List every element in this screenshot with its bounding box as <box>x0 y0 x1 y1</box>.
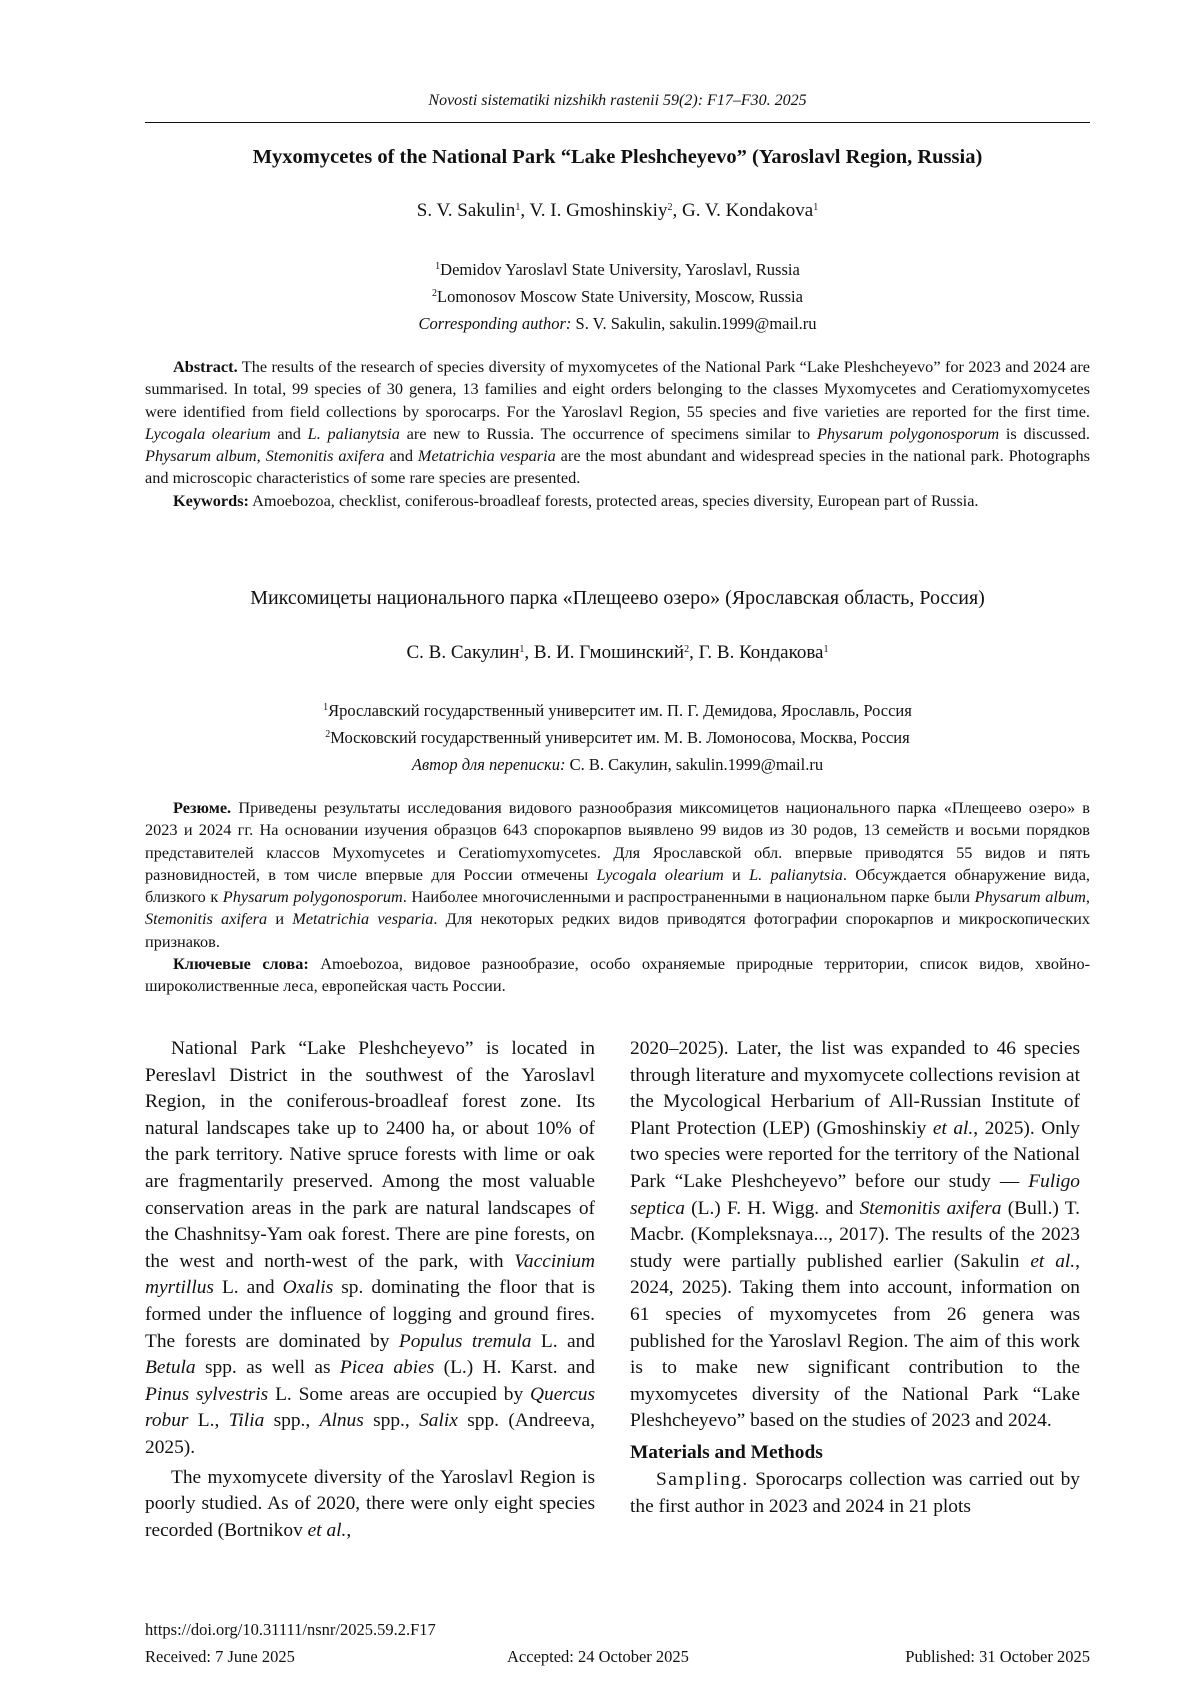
authors-en: S. V. Sakulin$^1$, V. I. Gmoshinskiy$^2$, G. V. Kondakova$^1$ <box>416 200 819 221</box>
abstract-en: Abstract. The results of the research of species diversity of myxomycetes of the National Park “Lake Pleshcheyevo” for 2023 and 2024 are summarised. In total, 99 species of 30 genera, 13 families and eight orders belonging to the classes Myxomycetes and Ceratiomyxomycetes were identified from field collections by sporocarps. For the Yaroslavl Region, 55 species and five varieties are reported for the first time. Lycogala olearium and L. palianytsia are new to Russia. The occurrence of specimens similar to Physarum polygonosporum is discussed. Physarum album, Stemonitis axifera and Metatrichia vesparia are the most abundant and widespread species in the national park. Photographs and microscopic characteristics of some rare species are presented. Keywords: Amoebozoa, checklist, coniferous-broadleaf forests, protected areas, species diversity, European part of Russia. <box>145 356 1090 512</box>
abstract-ru: Резюме. Приведены результаты исследования видового разнообразия миксомицетов национального парка «Плещеево озеро» в 2023 и 2024 гг. На основании изучения образцов 643 спорокарпов выявлено 99 видов из 30 родов, 13 семейств и восьми порядков представителей классов Myxomycetes и Ceratiomyxomycetes. Для Ярославской обл. впервые приводятся 55 видов и пять разновидностей, в том числе впервые для России отмечены Lycogala olearium и L. palianytsia. Обсуждается обнаружение вида, близкого к Physarum polygonosporum. Наиболее многочисленными и распространенными в национальном парке были Physarum album, Stemonitis axifera и Metatrichia vesparia. Для некоторых редких видов приводятся фотографии спорокарпов и микроскопических признаков. Ключевые слова: Amoebozoa, видовое разнообразие, особо охраняемые природные территории, список видов, хвойно-широколиственные леса, европейская часть России. <box>145 797 1090 998</box>
author-affiliation-mark: 1 <box>519 644 525 655</box>
received-date: Received: 7 June 2025 <box>145 1647 295 1666</box>
author-name: В. И. Гмошинский <box>533 642 685 663</box>
doi-link[interactable]: https://doi.org/10.31111/nsnr/2025.59.2.F17 <box>145 1620 436 1639</box>
affiliation-number: 1 <box>323 702 329 713</box>
subsection-lead: Sampling. <box>656 1468 749 1490</box>
affiliation-text: Московский государственный университет им. М. В. Ломоносова, Москва, Россия <box>330 728 910 747</box>
author-name: С. В. Сакулин <box>406 642 520 663</box>
author-name: G. V. Kondakova <box>681 200 814 221</box>
article-title-ru: Миксомицеты национального парка «Плещеево озеро» (Ярославская область, Россия) <box>250 587 985 609</box>
affiliations-ru <box>145 697 1090 778</box>
author-affiliation-mark: 2 <box>684 644 690 655</box>
author-affiliation-mark: 1 <box>515 202 521 213</box>
affiliation-text: Ярославский государственный университет им. П. Г. Демидова, Ярославль, Россия <box>328 701 912 720</box>
accepted-date: Accepted: 24 October 2025 <box>507 1647 689 1666</box>
corresponding-label: Corresponding author: <box>418 314 572 333</box>
affiliations-en <box>145 256 1090 337</box>
article-title-en: Myxomycetes of the National Park “Lake Pleshcheyevo” (Yaroslavl Region, Russia) <box>252 146 983 168</box>
keywords-ru <box>145 953 1090 998</box>
affiliation-line <box>145 697 1090 724</box>
page <box>145 0 1090 1697</box>
affiliation-number: 2 <box>432 288 438 299</box>
corresponding-contact[interactable]: С. В. Сакулин, sakulin.1999@mail.ru <box>569 755 824 774</box>
body-paragraph: National Park “Lake Pleshcheyevo” is located in Pereslavl District in the southwest of the Yaroslavl Region, in the coniferous-broadleaf forest zone. Its natural landscapes take up to 2400 ha, or about 10% of the park territory. Native spruce forests with lime or oak are fragmentarily preserved. Among the most valuable conservation areas in the park are natural landscapes of the Chashnitsy-Yam oak forest. There are pine forests, on the west and north-west of the park, with Vaccinium myrtillus L. and Oxalis sp. dominating the floor that is formed under the influence of logging and ground fires. The forests are dominated by Populus tremula L. and Betula spp. as well as Picea abies (L.) H. Karst. and Pinus sylvestris L. Some areas are occupied by Quercus robur L., Tilia spp., Alnus spp., Salix spp. (Andreeva, 2025). <box>145 1038 596 1458</box>
published-date: Published: 31 October 2025 <box>905 1647 1090 1666</box>
author-affiliation-mark: 1 <box>823 644 829 655</box>
affiliation-line <box>145 724 1090 751</box>
affiliation-number: 2 <box>325 729 331 740</box>
corresponding-label: Автор для переписки: <box>411 755 566 774</box>
author-affiliation-mark: 2 <box>667 202 673 213</box>
body-paragraph: The myxomycete diversity of the Yaroslavl Region is poorly studied. As of 2020, there were only eight species recorded (Bortnikov et al., <box>145 1466 595 1541</box>
running-head: Novosti sistematiki nizshikh rastenii 59(2): F17–F30. 2025 <box>428 92 807 109</box>
keywords-label: Ключевые слова: <box>173 954 309 974</box>
author-name: S. V. Sakulin <box>416 200 516 221</box>
author-affiliation-mark: 1 <box>813 202 819 213</box>
abstract-label: Резюме. <box>173 798 232 817</box>
body-paragraph: 2020–2025). Later, the list was expanded to 46 species through literature and myxomycete collections revision at the Mycological Herbarium of All-Russian Institute of Plant Protection (LEP) (Gmoshinskiy et al., 2025). Only two species were reported for the territory of the National Park “Lake Pleshcheyevo” before our study — Fuligo septica (L.) F. H. Wigg. and Stemonitis axifera (Bull.) T. Macbr. (Kompleksnaya..., 2017). The results of the 2023 study were partially published earlier (Sakulin et al., 2024, 2025). Taking them into account, information on 61 species of myxomycetes from 26 genera was published for the Yaroslavl Region. The aim of this work is to make new significant contribution to the myxomycetes diversity of the National Park “Lake Pleshcheyevo” based on the studies of 2023 and 2024. <box>630 1038 1080 1432</box>
body-column-right <box>630 1036 1080 1520</box>
affiliation-number: 1 <box>435 261 441 272</box>
section-heading-materials-methods: Materials and Methods <box>630 1441 823 1463</box>
corresponding-contact[interactable]: S. V. Sakulin, sakulin.1999@mail.ru <box>575 314 817 333</box>
author-name: V. I. Gmoshinskiy <box>529 200 668 221</box>
authors-ru: С. В. Сакулин$^1$, В. И. Гмошинский$^2$, Г. В. Кондакова$^1$ <box>406 642 829 663</box>
affiliation-line <box>145 256 1090 283</box>
corresponding-author <box>145 751 1090 778</box>
keywords-text: Amoebozoa, видовое разнообразие, особо охраняемые природные территории, список видов, хвойно-широколиственные леса, европейская часть России. <box>145 954 1091 996</box>
abstract-label: Abstract. <box>173 357 238 376</box>
keywords-label: Keywords: <box>173 490 249 510</box>
affiliation-line <box>145 283 1090 310</box>
keywords-en <box>145 490 1090 512</box>
body-column-left <box>145 1036 595 1544</box>
body-paragraph: Sampling. Sporocarps collection was carried out by the first author in 2023 and 2024 in 21 plots <box>630 1468 1080 1517</box>
affiliation-text: Lomonosov Moscow State University, Moscow, Russia <box>437 287 803 306</box>
author-name: Г. В. Кондакова <box>698 642 824 663</box>
keywords-text: Amoebozoa, checklist, coniferous-broadleaf forests, protected areas, species diversity, European part of Russia. <box>252 490 979 510</box>
header-rule <box>145 122 1090 123</box>
corresponding-author <box>145 310 1090 337</box>
affiliation-text: Demidov Yaroslavl State University, Yaroslavl, Russia <box>440 260 800 279</box>
